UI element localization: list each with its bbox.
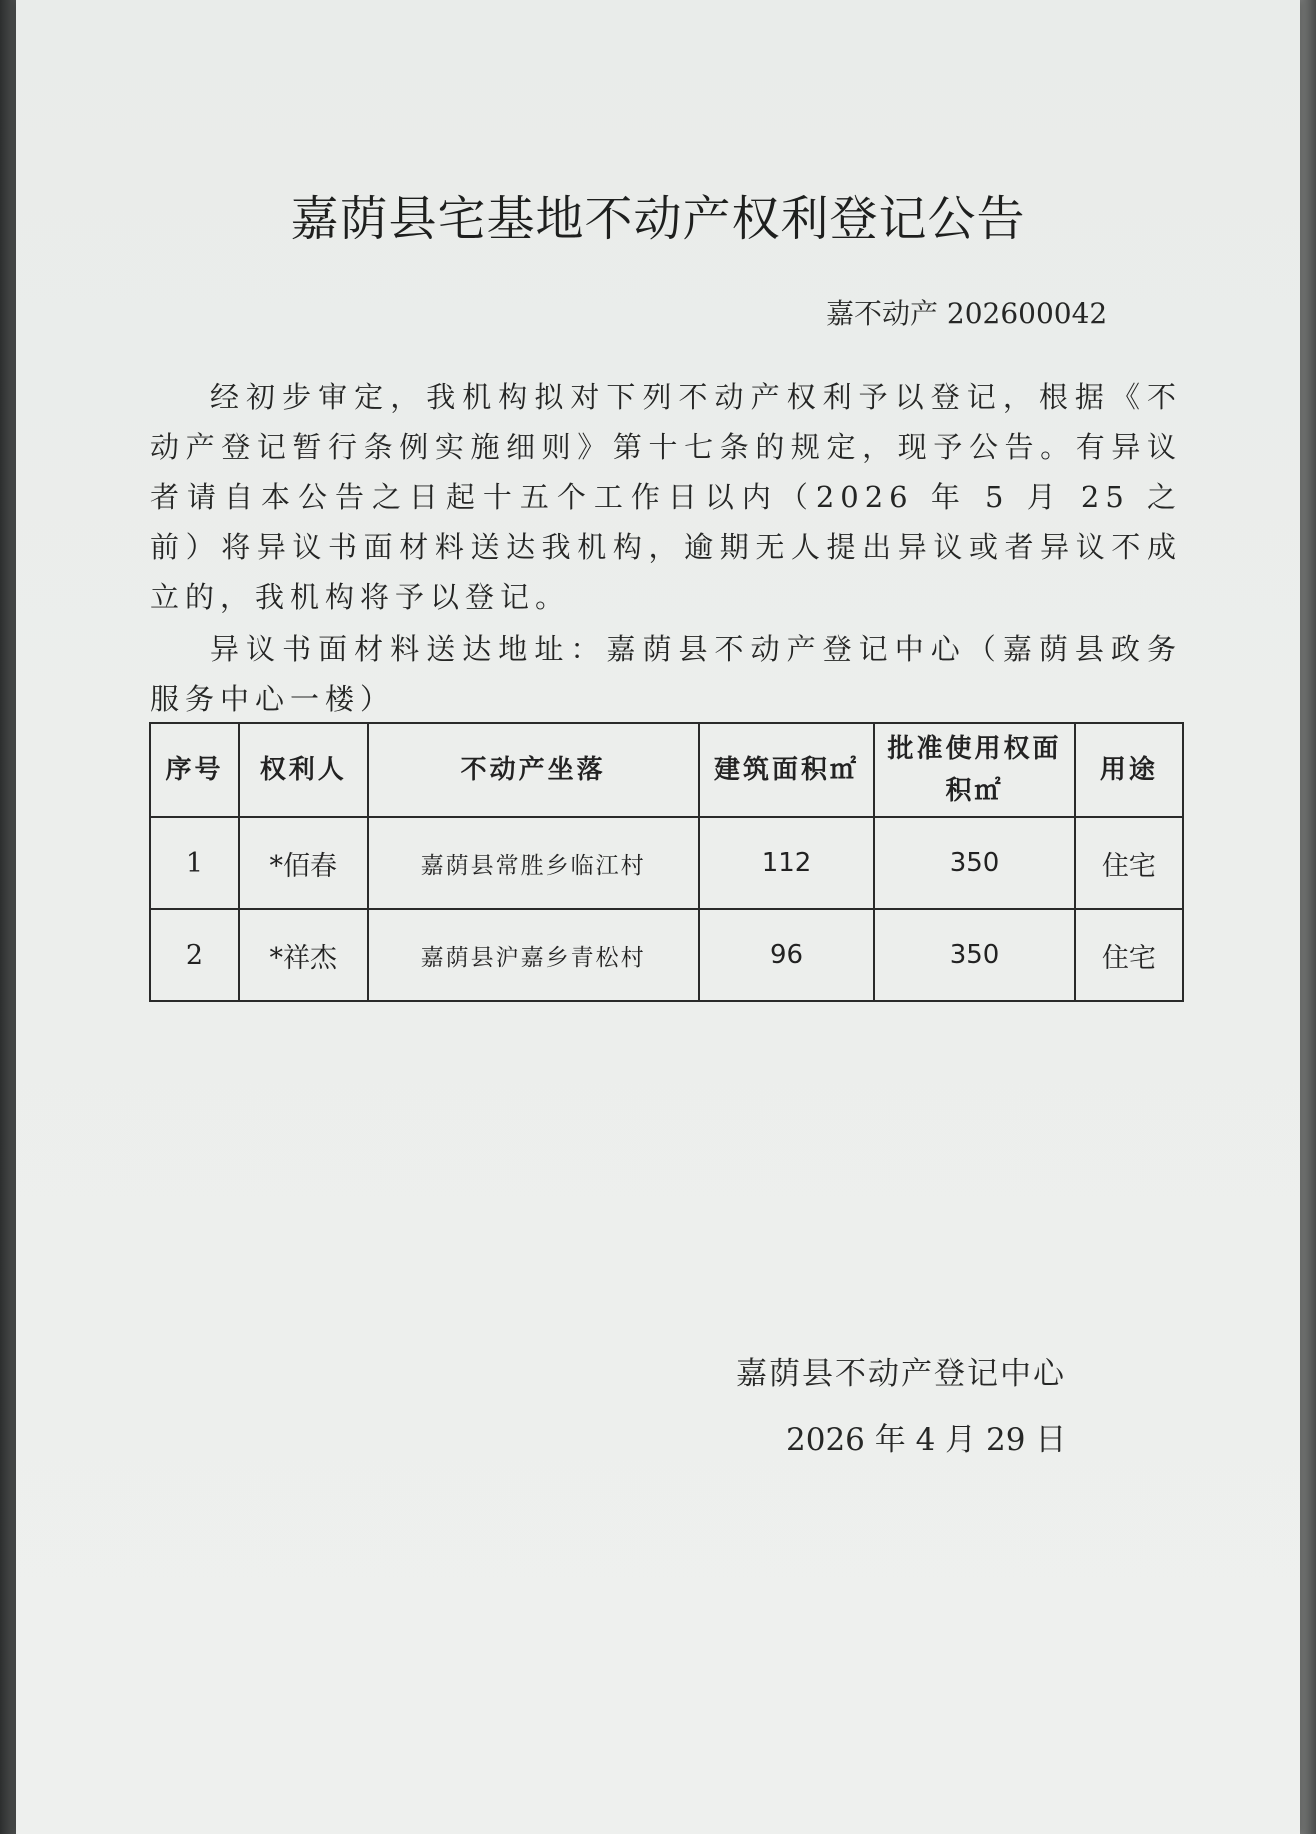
cell-location: 嘉荫县常胜乡临江村 bbox=[368, 817, 699, 909]
table-header-row bbox=[150, 723, 1183, 817]
signature-date: 2026 年 4 月 29 日 bbox=[786, 1422, 1067, 1458]
cell-usage: 住宅 bbox=[1075, 817, 1183, 909]
cell-approved-area: 350 bbox=[874, 817, 1074, 909]
cell-owner: *祥杰 bbox=[239, 909, 368, 1001]
cell-seq: 1 bbox=[150, 817, 239, 909]
cell-owner: *佰春 bbox=[239, 817, 368, 909]
notice-paragraph-1: 经初步审定，我机构拟对下列不动产权利予以登记，根据《不动产登记暂行条例实施细则》第十七条的规定，现予公告。有异议者请自本公告之日起十五个工作日以内（2026 年 5 月 25 之前）将异议书面材料送达我机构，逾期无人提出异议或者异议不成立的，我机构将予以登记。 bbox=[150, 380, 1182, 614]
cell-building-area: 112 bbox=[699, 817, 875, 909]
table-row bbox=[150, 817, 1183, 909]
cell-usage: 住宅 bbox=[1075, 909, 1183, 1001]
table-row bbox=[150, 909, 1183, 1001]
cell-seq: 2 bbox=[150, 909, 239, 1001]
header-seq: 序号 bbox=[150, 723, 239, 817]
cell-building-area: 96 bbox=[699, 909, 875, 1001]
cell-location: 嘉荫县沪嘉乡青松村 bbox=[368, 909, 699, 1001]
notice-paragraph-2: 异议书面材料送达地址：嘉荫县不动产登记中心（嘉荫县政务服务中心一楼） bbox=[150, 632, 1182, 716]
header-usage: 用途 bbox=[1075, 723, 1183, 817]
header-approved-area: 批准使用权面积㎡ bbox=[874, 723, 1074, 817]
paper-sheet bbox=[16, 0, 1300, 1834]
header-owner: 权利人 bbox=[239, 723, 368, 817]
notice-title: 嘉荫县宅基地不动产权利登记公告 bbox=[290, 191, 1026, 247]
document-number: 嘉不动产 202600042 bbox=[826, 297, 1108, 330]
cell-approved-area: 350 bbox=[874, 909, 1074, 1001]
signature-organization: 嘉荫县不动产登记中心 bbox=[736, 1356, 1066, 1392]
header-location: 不动产坐落 bbox=[368, 723, 699, 817]
registration-table bbox=[149, 722, 1184, 1002]
header-building-area: 建筑面积㎡ bbox=[699, 723, 875, 817]
